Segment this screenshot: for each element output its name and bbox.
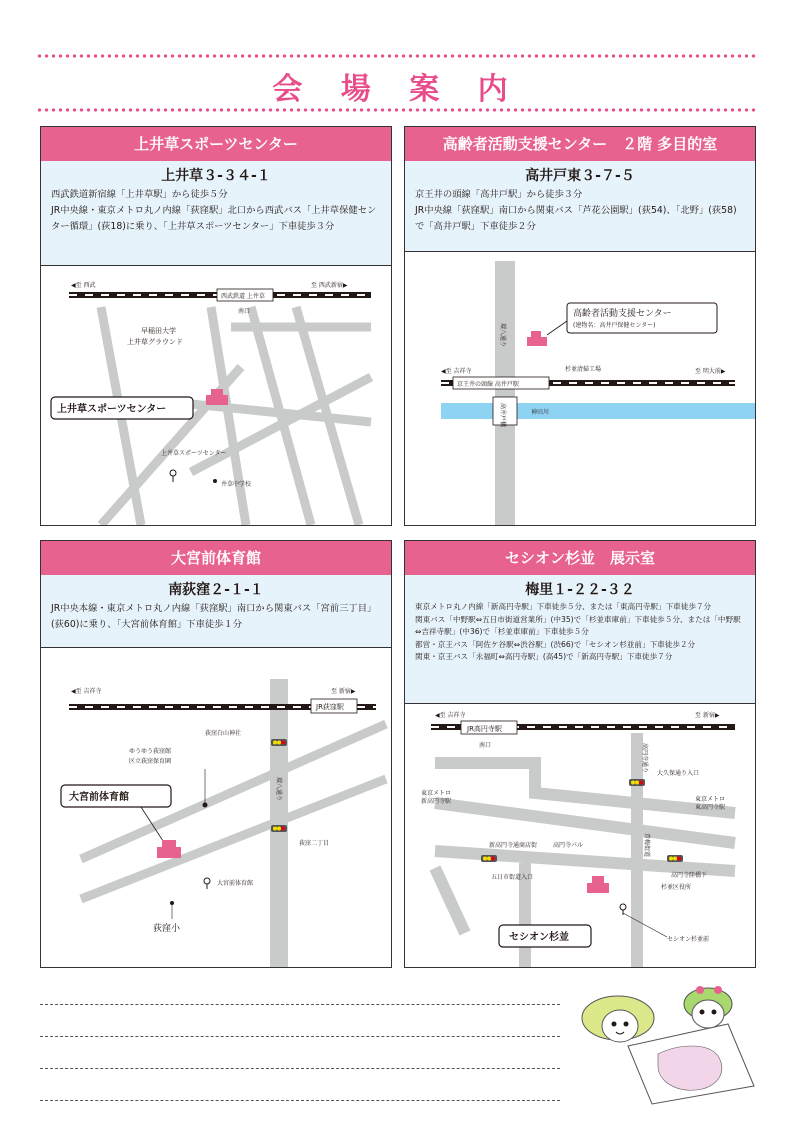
exit-label: 南口 — [479, 742, 492, 749]
venue-map — [405, 703, 755, 967]
venue-map — [405, 251, 755, 525]
venue-title: セシオン杉並 展示室 — [405, 541, 755, 575]
venue-map-label: セシオン杉並 — [509, 932, 569, 943]
rail-right-label: 至 新宿▶ — [695, 712, 720, 719]
road-label: 環八通り — [275, 777, 282, 802]
bottom-dotted-rule — [36, 108, 758, 112]
landmark-label-2: 上井草グラウンド — [127, 338, 183, 346]
ave-label: 青梅街道 — [643, 833, 650, 858]
factory-label: 杉並清掃工場 — [565, 366, 602, 373]
mascot-illustration — [578, 976, 758, 1106]
road-label: 環八通り — [499, 323, 506, 348]
memo-line — [40, 1036, 560, 1037]
venue-map-sublabel: (建物名：高井戸保健センター) — [573, 322, 656, 329]
school-label: 荻窪小 — [153, 924, 181, 934]
rail-left-label: ◀至 吉祥寺 — [71, 688, 102, 695]
station-label: JR荻窪駅 — [316, 703, 344, 711]
exit-label: 南口 — [238, 308, 251, 315]
memo-line — [40, 1068, 560, 1069]
crossing1-label: 五日市街道入口 — [491, 874, 534, 881]
temple-label: 杉並区役所 — [661, 884, 692, 891]
metro1-label-1: 東京メトロ — [421, 790, 452, 797]
corner-label: 荻窪二丁目 — [299, 840, 330, 847]
crossing2-label: 高円寺陸橋下 — [671, 872, 708, 879]
rail-right-label: 至 西武新宿▶ — [311, 282, 348, 289]
venue-map-label: 高齢者活動支援センター — [573, 309, 672, 319]
page-title: 会 場 案 内 — [272, 72, 522, 107]
venue-title: 高齢者活動支援センター ２階 多目的室 — [405, 127, 755, 161]
memo-line — [40, 1100, 560, 1101]
bridge-label: 高井戸橋 — [499, 403, 506, 428]
venue-title: 大宮前体育館 — [41, 541, 391, 575]
shrine-label: 荻窪白山神社 — [205, 730, 242, 737]
venue-map — [41, 267, 391, 525]
venue-info — [41, 575, 391, 648]
bus-stop-label: 大宮前体育館 — [217, 880, 254, 887]
memo-line — [40, 1004, 560, 1005]
venue-access: 東京メトロ丸ノ内線「新高円寺駅」下車徒歩５分、または「東高円寺駅」下車徒歩７分 関東バス「中野駅⇔五日市街道営業所」(中35)で「杉並車庫前」下車徒歩５分、または「中野駅⇔吉祥寺駅」(中36)で「杉並車庫前」下車徒歩５分 都営・京王バス「阿佐ケ谷駅⇔渋谷駅」(渋66)で「セシオン杉並前」下車徒歩２分 関東・京王バス「永福町⇔高円寺駅」(高45)で「新高円寺駅」下車徒歩７分 — [415, 602, 741, 661]
venue-address: 高井戸東３-７-５ — [525, 168, 635, 184]
rail-right-label: 至 明大前▶ — [695, 368, 726, 375]
station-label: 京王井の頭線 高井戸駅 — [457, 381, 519, 388]
station-label: JR高円寺駅 — [467, 725, 502, 733]
metro2-label-2: 東高円寺駅 — [695, 804, 726, 811]
venue-card-session-suginami — [404, 540, 756, 968]
shop-label: 高円寺パル — [553, 842, 584, 849]
river-label: 神田川 — [531, 409, 550, 416]
venue-address: 南荻窪２-１-１ — [168, 582, 264, 598]
rail-left-label: ◀至 西武 — [71, 282, 96, 289]
venue-map-label: 上井草スポーツセンター — [57, 404, 167, 415]
rail-left-label: ◀至 吉祥寺 — [435, 712, 466, 719]
venue-card-omiyamae — [40, 540, 392, 968]
venue-address: 梅里１-２２-３２ — [525, 582, 635, 598]
venue-access: JR中央本線・東京メトロ丸ノ内線「荻窪駅」南口から関東バス「宮前三丁目」(荻60)に乗り、「大宮前体育館」下車徒歩１分 — [51, 603, 377, 630]
venue-map — [41, 649, 391, 967]
venue-address: 上井草３-３４-１ — [161, 168, 271, 184]
venue-title: 上井草スポーツセンター — [41, 127, 391, 161]
venue-card-kamiigusa — [40, 126, 392, 526]
landmark-label-1: 早稲田大学 — [141, 327, 176, 335]
road-label: 高円寺通り — [641, 743, 648, 774]
venue-card-takaido — [404, 126, 756, 526]
venue-map-label: 大宮前体育館 — [69, 792, 129, 803]
nursery-label-2: 区立荻窪保育園 — [129, 758, 172, 765]
metro1-label-2: 新高円寺駅 — [421, 798, 452, 805]
school-label: 井草中学校 — [221, 481, 252, 488]
bus-stop-label: 上井草スポーツセンター — [161, 450, 227, 457]
station-label: 西武鉄道 上井草 — [221, 293, 265, 300]
rail-left-label: ◀至 吉祥寺 — [441, 368, 472, 375]
venue-access: 京王井の頭線「高井戸駅」から徒歩３分 JR中央線「荻窪駅」南口から関東バス「芦花公園駅」(荻54)、「北野」(荻58)で「高井戸駅」下車徒歩２分 — [415, 189, 737, 232]
nursery-label-1: ゆうゆう荻窪館 — [129, 748, 172, 755]
metro2-label-1: 東京メトロ — [695, 796, 726, 803]
venue-info — [405, 575, 755, 704]
venue-access: 西武鉄道新宿線「上井草駅」から徒歩５分 JR中央線・東京メトロ丸ノ内線「荻窪駅」北口から西武バス「上井草保健センター循環」(荻18)に乗り、「上井草スポーツセンター」下車徒歩３分 — [51, 189, 377, 232]
venue-info — [41, 161, 391, 266]
top-dotted-rule — [36, 54, 758, 58]
bus-stop-label: セシオン杉並前 — [667, 936, 710, 943]
street-label: 新高円寺通商店街 — [489, 842, 538, 849]
corner1-label: 大久保通り入口 — [657, 770, 700, 777]
rail-right-label: 至 新宿▶ — [331, 688, 356, 695]
venue-info — [405, 161, 755, 252]
